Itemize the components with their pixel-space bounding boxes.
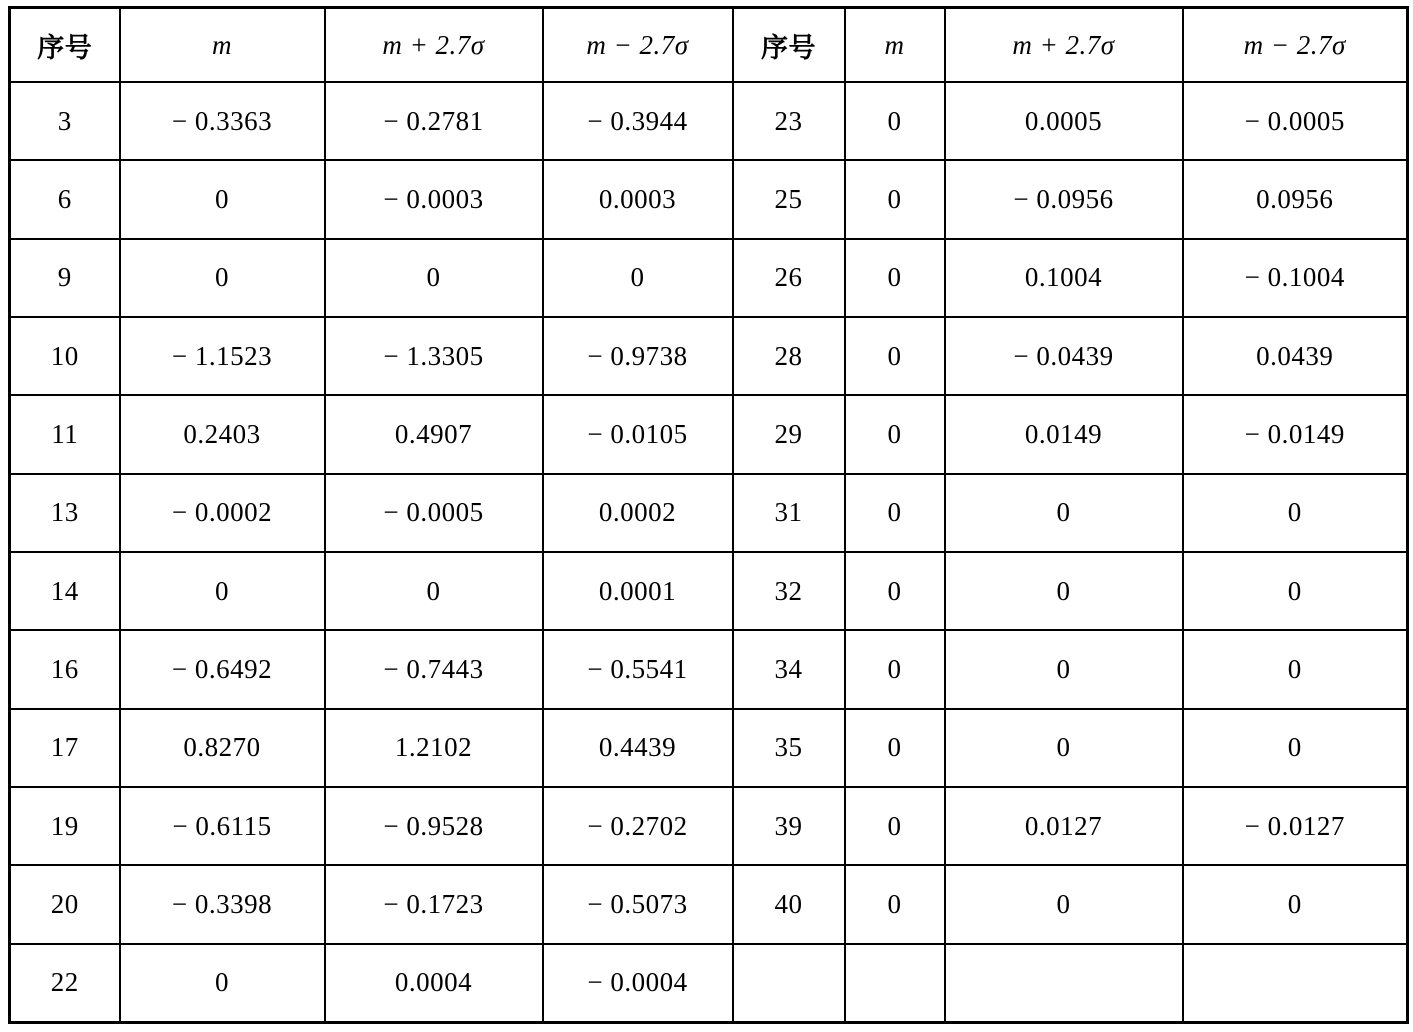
cell-upper-left: − 0.9528 <box>325 787 543 865</box>
cell-index-left: 16 <box>10 630 120 708</box>
cell-index-right: 35 <box>733 709 845 787</box>
cell-index-left: 14 <box>10 552 120 630</box>
cell-index-right: 28 <box>733 317 845 395</box>
column-header-lower-right: m − 2.7σ <box>1183 8 1408 83</box>
cell-upper-right: 0 <box>945 865 1183 943</box>
cell-index-left: 10 <box>10 317 120 395</box>
cell-upper-left: 0.0004 <box>325 944 543 1023</box>
cell-index-left: 13 <box>10 474 120 552</box>
statistics-table <box>8 6 1409 1024</box>
cell-index-right: 39 <box>733 787 845 865</box>
cell-mean-left: − 0.3398 <box>120 865 325 943</box>
table-row <box>10 82 1408 160</box>
cell-lower-left: − 0.5541 <box>543 630 733 708</box>
cell-upper-left: 0 <box>325 552 543 630</box>
table-row <box>10 474 1408 552</box>
cell-mean-right: 0 <box>845 787 945 865</box>
cell-lower-right: − 0.0127 <box>1183 787 1408 865</box>
cell-mean-right: 0 <box>845 395 945 473</box>
cell-mean-right: 0 <box>845 317 945 395</box>
table-row <box>10 239 1408 317</box>
cell-mean-left: − 0.6115 <box>120 787 325 865</box>
cell-upper-right: 0.0127 <box>945 787 1183 865</box>
column-header-lower-left: m − 2.7σ <box>543 8 733 83</box>
column-header-mean-right: m <box>845 8 945 83</box>
cell-index-left: 3 <box>10 82 120 160</box>
cell-upper-left: − 0.1723 <box>325 865 543 943</box>
cell-index-left: 9 <box>10 239 120 317</box>
cell-upper-right <box>945 944 1183 1023</box>
cell-lower-left: − 0.0105 <box>543 395 733 473</box>
cell-mean-left: − 1.1523 <box>120 317 325 395</box>
cell-lower-right: − 0.0005 <box>1183 82 1408 160</box>
table-header-row <box>10 8 1408 83</box>
cell-upper-right: 0 <box>945 552 1183 630</box>
cell-index-right: 31 <box>733 474 845 552</box>
cell-upper-right: 0.0149 <box>945 395 1183 473</box>
cell-mean-right: 0 <box>845 474 945 552</box>
cell-mean-right: 0 <box>845 630 945 708</box>
cell-upper-left: − 0.0003 <box>325 160 543 238</box>
cell-lower-right: 0.0439 <box>1183 317 1408 395</box>
cell-mean-right: 0 <box>845 239 945 317</box>
cell-mean-left: − 0.6492 <box>120 630 325 708</box>
cell-mean-left: − 0.0002 <box>120 474 325 552</box>
cell-upper-right: − 0.0956 <box>945 160 1183 238</box>
table-row <box>10 709 1408 787</box>
cell-index-left: 17 <box>10 709 120 787</box>
cell-lower-left: − 0.0004 <box>543 944 733 1023</box>
cell-index-left: 20 <box>10 865 120 943</box>
cell-mean-left: 0 <box>120 944 325 1023</box>
table-row <box>10 944 1408 1023</box>
table-row <box>10 787 1408 865</box>
cell-mean-right: 0 <box>845 709 945 787</box>
cell-index-right: 29 <box>733 395 845 473</box>
cell-upper-left: 1.2102 <box>325 709 543 787</box>
cell-upper-right: 0.1004 <box>945 239 1183 317</box>
cell-upper-left: − 0.2781 <box>325 82 543 160</box>
cell-index-right: 34 <box>733 630 845 708</box>
table-row <box>10 552 1408 630</box>
cell-upper-right: 0.0005 <box>945 82 1183 160</box>
cell-mean-right: 0 <box>845 552 945 630</box>
cell-lower-left: 0.0002 <box>543 474 733 552</box>
cell-index-left: 19 <box>10 787 120 865</box>
cell-lower-left: − 0.9738 <box>543 317 733 395</box>
cell-upper-left: 0 <box>325 239 543 317</box>
column-header-index-left: 序号 <box>10 8 120 83</box>
cell-index-left: 22 <box>10 944 120 1023</box>
cell-index-right: 25 <box>733 160 845 238</box>
cell-upper-right: 0 <box>945 474 1183 552</box>
cell-lower-left: − 0.5073 <box>543 865 733 943</box>
cell-index-right: 23 <box>733 82 845 160</box>
cell-lower-right: 0 <box>1183 630 1408 708</box>
cell-lower-right: − 0.1004 <box>1183 239 1408 317</box>
cell-index-left: 6 <box>10 160 120 238</box>
cell-upper-left: − 0.0005 <box>325 474 543 552</box>
table-row <box>10 865 1408 943</box>
cell-upper-left: 0.4907 <box>325 395 543 473</box>
cell-index-right: 32 <box>733 552 845 630</box>
column-header-upper-left: m + 2.7σ <box>325 8 543 83</box>
cell-mean-left: − 0.3363 <box>120 82 325 160</box>
cell-mean-right: 0 <box>845 82 945 160</box>
cell-mean-left: 0 <box>120 239 325 317</box>
table-row <box>10 160 1408 238</box>
cell-mean-left: 0 <box>120 552 325 630</box>
table-row <box>10 630 1408 708</box>
cell-index-left: 11 <box>10 395 120 473</box>
cell-upper-left: − 0.7443 <box>325 630 543 708</box>
cell-upper-right: 0 <box>945 630 1183 708</box>
cell-lower-left: 0.0001 <box>543 552 733 630</box>
column-header-mean-left: m <box>120 8 325 83</box>
cell-lower-right: 0 <box>1183 709 1408 787</box>
cell-mean-right: 0 <box>845 160 945 238</box>
cell-mean-right: 0 <box>845 865 945 943</box>
cell-lower-left: − 0.3944 <box>543 82 733 160</box>
column-header-upper-right: m + 2.7σ <box>945 8 1183 83</box>
cell-lower-left: − 0.2702 <box>543 787 733 865</box>
cell-lower-right <box>1183 944 1408 1023</box>
column-header-index-right: 序号 <box>733 8 845 83</box>
cell-index-right: 40 <box>733 865 845 943</box>
cell-mean-left: 0.2403 <box>120 395 325 473</box>
cell-mean-right <box>845 944 945 1023</box>
cell-lower-right: 0 <box>1183 865 1408 943</box>
cell-index-right: 26 <box>733 239 845 317</box>
cell-lower-right: − 0.0149 <box>1183 395 1408 473</box>
cell-upper-left: − 1.3305 <box>325 317 543 395</box>
cell-lower-left: 0.0003 <box>543 160 733 238</box>
cell-index-right <box>733 944 845 1023</box>
cell-lower-left: 0.4439 <box>543 709 733 787</box>
cell-lower-right: 0.0956 <box>1183 160 1408 238</box>
cell-upper-right: 0 <box>945 709 1183 787</box>
cell-mean-left: 0.8270 <box>120 709 325 787</box>
cell-lower-right: 0 <box>1183 552 1408 630</box>
cell-upper-right: − 0.0439 <box>945 317 1183 395</box>
table-row <box>10 317 1408 395</box>
table-row <box>10 395 1408 473</box>
cell-mean-left: 0 <box>120 160 325 238</box>
cell-lower-right: 0 <box>1183 474 1408 552</box>
table-body <box>10 82 1408 1023</box>
cell-lower-left: 0 <box>543 239 733 317</box>
